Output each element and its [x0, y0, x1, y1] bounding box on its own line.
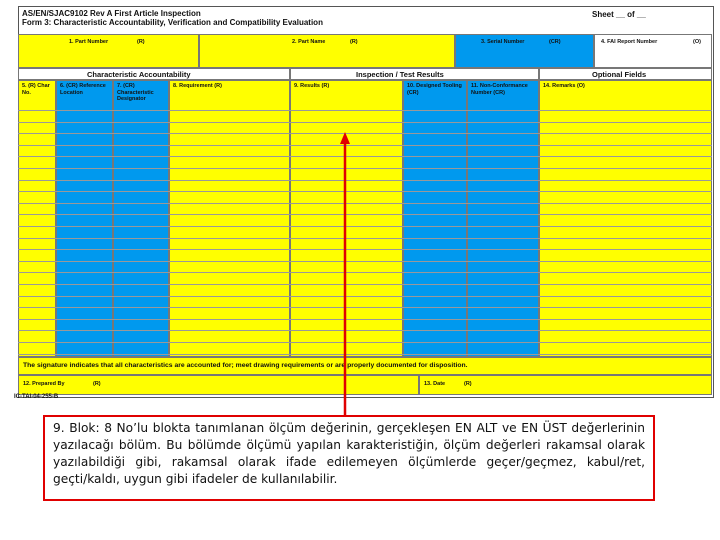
prepared-by-req: (R) [93, 381, 101, 387]
part-name-field[interactable] [199, 34, 455, 68]
col-char-no-label: 5. (R) Char No. [22, 83, 50, 96]
form-subtitle: Form 3: Characteristic Accountability, Verification and Compatibility Evaluation [22, 18, 323, 27]
part-name-label: 2. Part Name [292, 39, 326, 45]
prepared-by-label: 12. Prepared By [23, 381, 65, 387]
col-non-conformance-label: 11. Non-Conformance Number (CR) [471, 83, 528, 96]
col-requirement[interactable] [169, 80, 290, 357]
form-title: AS/EN/SJAC9102 Rev A First Article Inspection [22, 9, 201, 18]
serial-number-req: (CR) [549, 39, 561, 45]
col-non-conformance[interactable] [467, 80, 539, 357]
col-characteristic-designator[interactable] [113, 80, 169, 357]
col-characteristic-designator-label: 7. (CR) Characteristic Designator [117, 83, 154, 102]
inspection-header: Inspection / Test Results [290, 68, 539, 80]
col-designed-tooling[interactable] [403, 80, 467, 357]
part-number-req: (R) [137, 39, 145, 45]
fai-report-number-field[interactable] [594, 34, 712, 68]
col-remarks-label: 14. Remarks (O) [543, 83, 585, 89]
sheet-label: Sheet __ of __ [592, 10, 646, 19]
serial-number-field[interactable] [455, 34, 594, 68]
col-char-no[interactable] [18, 80, 56, 357]
arrow-head [340, 132, 350, 144]
col-remarks[interactable] [539, 80, 712, 357]
accountability-header: Characteristic Accountability [18, 68, 290, 80]
col-designed-tooling-label: 10. Designed Tooling (CR) [407, 83, 462, 96]
part-name-req: (R) [350, 39, 358, 45]
fai-report-number-label: 4. FAI Report Number [601, 39, 658, 45]
date-field[interactable] [419, 375, 712, 395]
col-reference-location[interactable] [56, 80, 113, 357]
part-number-label: 1. Part Number [69, 39, 109, 45]
optional-header: Optional Fields [539, 68, 712, 80]
col-requirement-label: 8. Requirement (R) [173, 83, 222, 89]
form-code: IC-TAI-04-255-B [14, 394, 59, 400]
signature-statement: The signature indicates that all characteristics are accounted for; meet drawing requirements or are properly documented for disposition. [18, 357, 712, 375]
serial-number-label: 3. Serial Number [481, 39, 525, 45]
date-req: (R) [464, 381, 472, 387]
col-reference-location-label: 6. (CR) Reference Location [60, 83, 106, 96]
part-number-field[interactable] [18, 34, 199, 68]
col-results-label: 9. Results (R) [294, 83, 330, 89]
explanation-callout [43, 415, 655, 501]
fai-report-number-req: (O) [693, 39, 701, 45]
callout-arrow [330, 130, 360, 420]
date-label: 13. Date [424, 381, 446, 387]
callout-text: 9. Blok: 8 No’lu blokta tanımlanan ölçüm değerinin, gerçekleşen EN ALT ve EN ÜST değerlerinin yazılacağı bölüm. Bu bölümde ölçümü yapılan karakteristiğin, ölçüm değerleri rakamsal olarak yazılabildiği gibi, rakamsal olarak ifade edilemeyen ölçümlerde geçer/geçmez, kabul/ret, geçti/kaldı, uygun gibi ifadeler de kullanılabilir. [53, 421, 645, 486]
